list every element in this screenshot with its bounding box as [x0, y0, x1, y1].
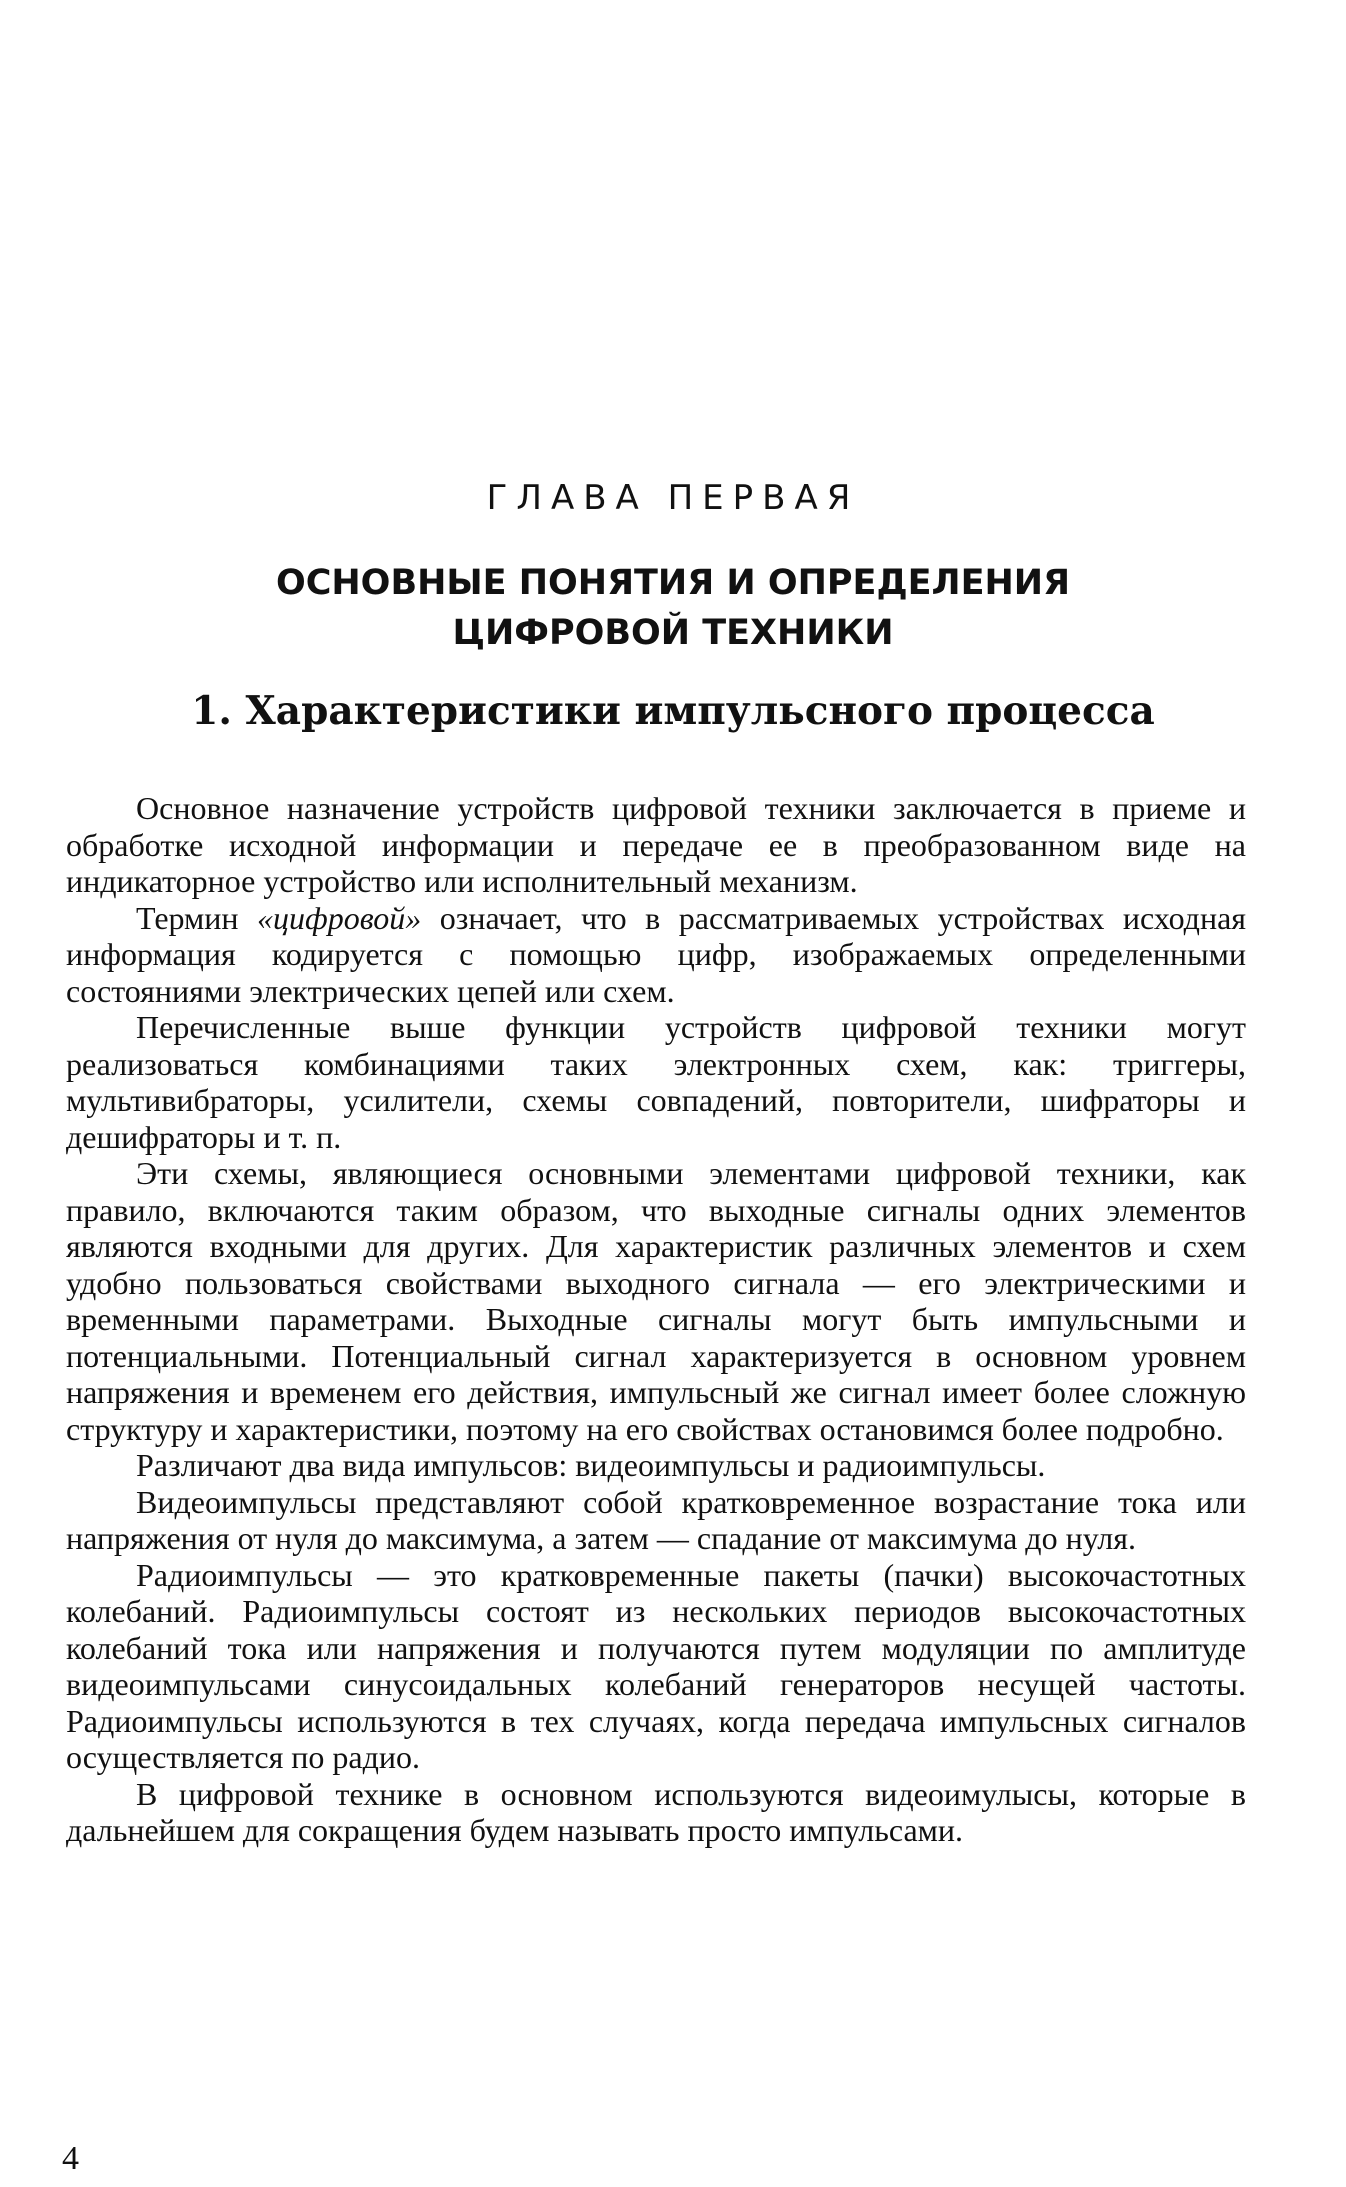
paragraph-8: В цифровой технике в основном используются видеоимулысы, которые в дальнейшем для сокращения будем называть просто импульсами.: [66, 1775, 1246, 1848]
paragraph-2: [66, 900, 1246, 1010]
paragraph-7: Радиоимпульсы — это кратковременные пакеты (пачки) высокочастотных колебаний. Радиоимпульсы состоят из нескольких периодов высокочастотных колебаний тока или напряжения и получаются путем модуляции по амплитуде видеоимпульсами синусоидальных колебаний генераторов несущей частоты. Радиоимпульсы используются в тех случаях, когда передача импульсных сигналов осуществляется по радио.: [66, 1556, 1246, 1775]
paragraph-2-start: Термин: [136, 899, 258, 936]
body-text: [66, 790, 1246, 1849]
paragraph-2-end: означает, что в рассматриваемых устройствах исходная информация кодируется с помощью цифр, изображаемых определенными состояниями электрических цепей или схем.: [66, 899, 1246, 1009]
paragraph-5: Различают два вида импульсов: видеоимпульсы и радиоимпульсы.: [136, 1447, 1046, 1483]
chapter-title: [0, 558, 1346, 658]
section-title: 1. Характеристики импульсного процесса: [191, 688, 1155, 734]
paragraph-3: Перечисленные выше функции устройств цифровой техники могут реализоваться комбинациями таких электронных схем, как: триггеры, мультивибраторы, усилители, схемы совпадений, повторители, шифраторы и дешифраторы и т. п.: [66, 1009, 1246, 1155]
page-number: 4: [62, 2140, 79, 2177]
chapter-title-line-1: ОСНОВНЫЕ ПОНЯТИЯ И ОПРЕДЕЛЕНИЯ: [275, 563, 1071, 603]
chapter-label: ГЛАВА ПЕРВАЯ: [486, 478, 860, 518]
chapter-title-line-2: ЦИФРОВОЙ ТЕХНИКИ: [452, 613, 894, 653]
paragraph-1: Основное назначение устройств цифровой техники заключается в приеме и обработке исходной информации и передаче ее в преобразованном виде на индикаторное устройство или исполнительный механизм.: [66, 790, 1246, 899]
paragraph-4: Эти схемы, являющиеся основными элементами цифровой техники, как правило, включаются таким образом, что выходные сигналы одних элементов являются входными для других. Для характеристик различных элементов и схем удобно пользоваться свойствами выходного сигнала — его электрическими и временными параметрами. Выходные сигналы могут быть импульсными и потенциальными. Потенциальный сигнал характеризуется в основном уровнем напряжения и временем его действия, импульсный же сигнал имеет более сложную структуру и характеристики, поэтому на его свойствах остановимся более подробно.: [66, 1155, 1246, 1447]
paragraph-6: Видеоимпульсы представляют собой кратковременное возрастание тока или напряжения от нуля до максимума, а затем — спадание от максимума до нуля.: [66, 1483, 1246, 1556]
term-emphasis: «цифровой»: [257, 899, 422, 936]
